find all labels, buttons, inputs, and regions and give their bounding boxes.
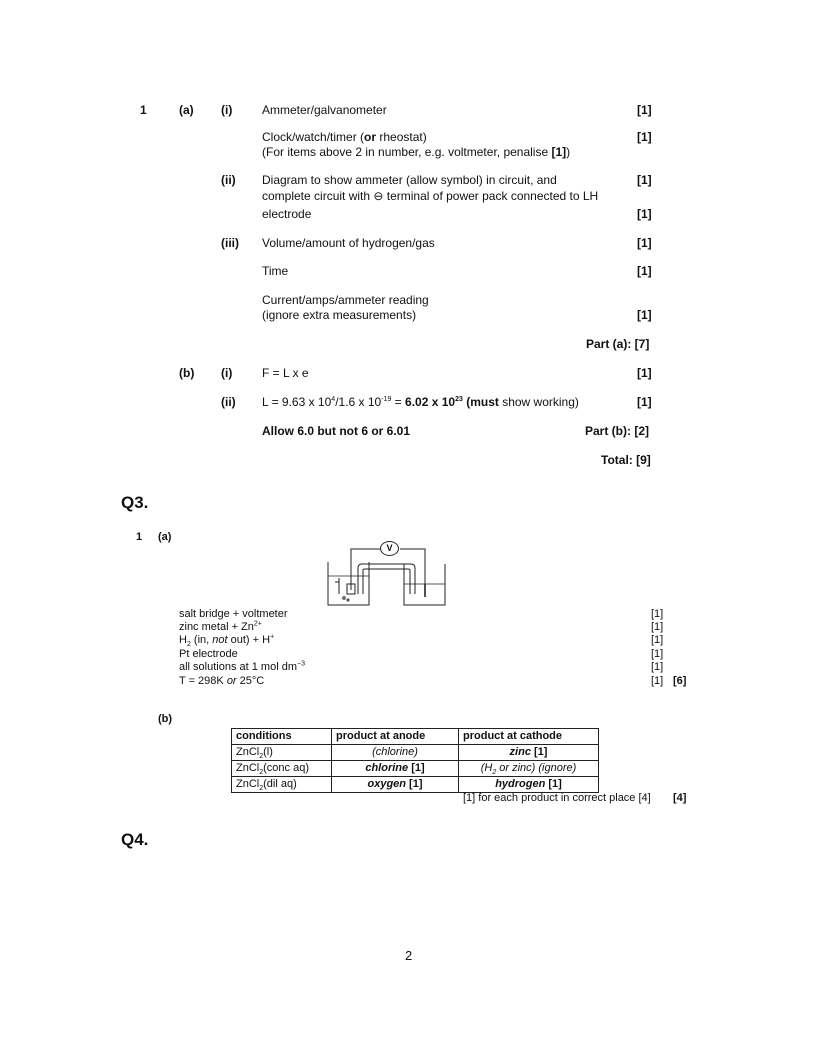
- answer-text: L = 9.63 x $10^4/1.6$ x $10^{-19} = 6.02$ x $10^{23}$ (must show working): [262, 395, 579, 409]
- answer-text: $H_2$ (in, not out) + H+: [179, 633, 275, 649]
- mark: [1]: [637, 395, 652, 409]
- table-row: [232, 761, 599, 777]
- table-cell: (chlorine): [332, 745, 459, 761]
- column-header: conditions: [232, 729, 332, 745]
- answer-text: Clock/watch/timer (or rheostat): [262, 130, 427, 144]
- voltmeter-icon: V: [380, 541, 399, 556]
- answer-text: Time: [262, 264, 289, 278]
- part-a-total: [6]: [673, 675, 687, 687]
- allow-note: Allow 6.0 but not 6 or 6.01: [262, 424, 411, 438]
- table-cell: ZnCl$_2$(dil aq): [232, 777, 332, 793]
- mark: [1]: [637, 264, 652, 278]
- part-a-label: (a): [179, 103, 194, 117]
- mark: [1]: [637, 173, 652, 187]
- table-cell: ZnCl$_2$(l): [232, 745, 332, 761]
- column-header: product at cathode: [459, 729, 599, 745]
- section-heading-q4: Q4.: [121, 830, 149, 849]
- mark: [1]: [651, 648, 664, 660]
- table-cell: ZnCl$_2$(conc aq): [232, 761, 332, 777]
- part-a-total: Part (a): [7]: [586, 337, 650, 351]
- electrolysis-table: [231, 728, 599, 793]
- mark: [1]: [651, 675, 664, 687]
- sub-ii-label: (ii): [221, 173, 236, 187]
- question-number: 1: [140, 103, 147, 117]
- sub-i-label: (i): [221, 366, 233, 380]
- table-cell: hydrogen [1]: [459, 777, 599, 793]
- mark: [1]: [637, 308, 652, 322]
- total: Total: [9]: [601, 453, 651, 467]
- answer-text: electrode: [262, 207, 312, 221]
- answer-text: Pt electrode: [179, 648, 238, 660]
- answer-text: Volume/amount of hydrogen/gas: [262, 236, 435, 250]
- answer-text: (ignore extra measurements): [262, 308, 417, 322]
- table-header-row: [232, 729, 599, 745]
- part-a-label: (a): [158, 531, 172, 543]
- mark: [1]: [637, 207, 652, 221]
- section-heading-q3: Q3.: [121, 493, 149, 512]
- answer-text: complete circuit with ⊖ terminal of power pack connected to LH: [262, 189, 599, 203]
- sub-ii-label: (ii): [221, 395, 236, 409]
- sub-i-label: (i): [221, 103, 233, 117]
- answer-text: zinc metal + $Zn^{2+}$: [179, 620, 262, 633]
- answer-text: all solutions at 1 mol $dm^{-3}$: [179, 660, 305, 673]
- mark: [1]: [637, 103, 652, 117]
- table-row: [232, 777, 599, 793]
- answer-text: salt bridge + voltmeter: [179, 608, 288, 620]
- sub-iii-label: (iii): [221, 236, 239, 250]
- part-b-label: (b): [179, 366, 195, 380]
- question-number: 1: [136, 531, 143, 543]
- mark-note: [1] for each product in correct place [4]: [463, 792, 651, 804]
- part-b-total: [4]: [673, 792, 687, 804]
- answer-text: Diagram to show ammeter (allow symbol) in circuit, and: [262, 173, 557, 187]
- table-cell: ($H_2$ or zinc) (ignore): [459, 761, 599, 777]
- part-b-total: Part (b): [2]: [585, 424, 649, 438]
- mark: [1]: [651, 634, 664, 646]
- table-cell: chlorine [1]: [332, 761, 459, 777]
- mark: [1]: [651, 621, 664, 633]
- mark: [1]: [651, 661, 664, 673]
- answer-text: Ammeter/galvanometer: [262, 103, 387, 117]
- mark: [1]: [637, 130, 652, 144]
- answer-text: (For items above 2 in number, e.g. voltmeter, penalise [1]): [262, 145, 571, 159]
- page-number: 2: [405, 948, 413, 963]
- answer-text: Current/amps/ammeter reading: [262, 293, 429, 307]
- table-cell: zinc [1]: [459, 745, 599, 761]
- answer-text: T = 298K or 25°C: [179, 675, 265, 687]
- column-header: product at anode: [332, 729, 459, 745]
- mark: [1]: [651, 608, 664, 620]
- mark: [1]: [637, 366, 652, 380]
- answer-text: F = L x e: [262, 366, 309, 380]
- table-cell: oxygen [1]: [332, 777, 459, 793]
- mark: [1]: [637, 236, 652, 250]
- part-b-label: (b): [158, 713, 173, 725]
- table-row: [232, 745, 599, 761]
